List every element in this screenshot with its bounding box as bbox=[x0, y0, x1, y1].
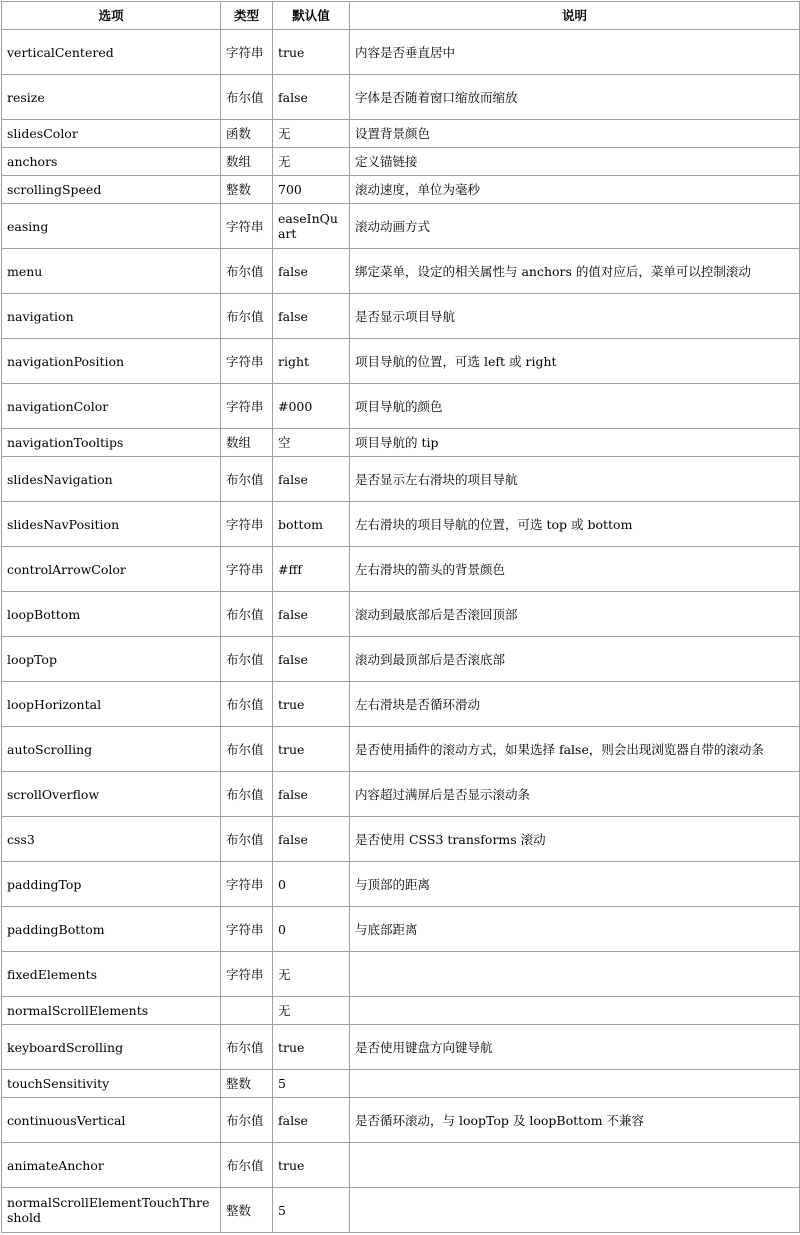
type-cell: 整数 bbox=[221, 1188, 273, 1233]
description-cell bbox=[350, 952, 800, 997]
default-value-cell: #000 bbox=[273, 384, 350, 429]
description-cell bbox=[350, 1188, 800, 1233]
option-name-cell: verticalCentered bbox=[2, 30, 221, 75]
type-cell: 布尔值 bbox=[221, 637, 273, 682]
table-row bbox=[2, 547, 800, 592]
option-name-cell: touchSensitivity bbox=[2, 1070, 221, 1098]
default-value-cell: 空 bbox=[273, 429, 350, 457]
description-cell: 左右滑块是否循环滑动 bbox=[350, 682, 800, 727]
type-cell: 整数 bbox=[221, 176, 273, 204]
description-cell: 与顶部的距离 bbox=[350, 862, 800, 907]
type-cell: 布尔值 bbox=[221, 249, 273, 294]
header-description: 说明 bbox=[350, 2, 800, 30]
type-cell bbox=[221, 997, 273, 1025]
type-cell: 字符串 bbox=[221, 907, 273, 952]
option-name-cell: normalScrollElementTouchThreshold bbox=[2, 1188, 221, 1233]
description-cell: 滚动速度，单位为毫秒 bbox=[350, 176, 800, 204]
table-row bbox=[2, 384, 800, 429]
description-cell: 定义锚链接 bbox=[350, 148, 800, 176]
type-cell: 字符串 bbox=[221, 339, 273, 384]
default-value-cell: false bbox=[273, 249, 350, 294]
table-row bbox=[2, 120, 800, 148]
default-value-cell: #fff bbox=[273, 547, 350, 592]
description-cell: 与底部距离 bbox=[350, 907, 800, 952]
option-name-cell: css3 bbox=[2, 817, 221, 862]
option-name-cell: paddingBottom bbox=[2, 907, 221, 952]
type-cell: 布尔值 bbox=[221, 682, 273, 727]
table-row bbox=[2, 1025, 800, 1070]
description-cell: 是否使用键盘方向键导航 bbox=[350, 1025, 800, 1070]
table-row bbox=[2, 1143, 800, 1188]
table-row bbox=[2, 249, 800, 294]
option-name-cell: navigationColor bbox=[2, 384, 221, 429]
description-cell: 内容是否垂直居中 bbox=[350, 30, 800, 75]
description-cell: 字体是否随着窗口缩放而缩放 bbox=[350, 75, 800, 120]
default-value-cell: false bbox=[273, 772, 350, 817]
option-name-cell: paddingTop bbox=[2, 862, 221, 907]
default-value-cell: true bbox=[273, 1025, 350, 1070]
default-value-cell: 0 bbox=[273, 862, 350, 907]
type-cell: 布尔值 bbox=[221, 294, 273, 339]
type-cell: 布尔值 bbox=[221, 457, 273, 502]
option-name-cell: loopHorizontal bbox=[2, 682, 221, 727]
type-cell: 布尔值 bbox=[221, 727, 273, 772]
default-value-cell: true bbox=[273, 30, 350, 75]
description-cell: 是否显示左右滑块的项目导航 bbox=[350, 457, 800, 502]
default-value-cell: 0 bbox=[273, 907, 350, 952]
table-row bbox=[2, 75, 800, 120]
default-value-cell: 5 bbox=[273, 1188, 350, 1233]
option-name-cell: loopBottom bbox=[2, 592, 221, 637]
options-table bbox=[1, 1, 800, 1233]
default-value-cell: 无 bbox=[273, 120, 350, 148]
table-row bbox=[2, 176, 800, 204]
type-cell: 布尔值 bbox=[221, 1098, 273, 1143]
option-name-cell: keyboardScrolling bbox=[2, 1025, 221, 1070]
header-default: 默认值 bbox=[273, 2, 350, 30]
table-row bbox=[2, 862, 800, 907]
default-value-cell: false bbox=[273, 457, 350, 502]
default-value-cell: 700 bbox=[273, 176, 350, 204]
table-row bbox=[2, 457, 800, 502]
default-value-cell: false bbox=[273, 817, 350, 862]
option-name-cell: autoScrolling bbox=[2, 727, 221, 772]
description-cell bbox=[350, 1143, 800, 1188]
description-cell: 是否使用插件的滚动方式，如果选择 false，则会出现浏览器自带的滚动条 bbox=[350, 727, 800, 772]
table-row bbox=[2, 997, 800, 1025]
default-value-cell: false bbox=[273, 294, 350, 339]
type-cell: 字符串 bbox=[221, 30, 273, 75]
type-cell: 布尔值 bbox=[221, 75, 273, 120]
default-value-cell: bottom bbox=[273, 502, 350, 547]
option-name-cell: continuousVertical bbox=[2, 1098, 221, 1143]
description-cell: 是否显示项目导航 bbox=[350, 294, 800, 339]
description-cell: 项目导航的 tip bbox=[350, 429, 800, 457]
description-cell: 项目导航的颜色 bbox=[350, 384, 800, 429]
table-row bbox=[2, 1188, 800, 1233]
type-cell: 字符串 bbox=[221, 862, 273, 907]
type-cell: 布尔值 bbox=[221, 1143, 273, 1188]
option-name-cell: scrollOverflow bbox=[2, 772, 221, 817]
type-cell: 字符串 bbox=[221, 547, 273, 592]
type-cell: 函数 bbox=[221, 120, 273, 148]
table-row bbox=[2, 682, 800, 727]
type-cell: 布尔值 bbox=[221, 772, 273, 817]
table-row bbox=[2, 339, 800, 384]
header-option: 选项 bbox=[2, 2, 221, 30]
table-row bbox=[2, 148, 800, 176]
option-name-cell: slidesNavigation bbox=[2, 457, 221, 502]
description-cell: 滚动动画方式 bbox=[350, 204, 800, 249]
table-row bbox=[2, 772, 800, 817]
option-name-cell: fixedElements bbox=[2, 952, 221, 997]
default-value-cell: true bbox=[273, 727, 350, 772]
option-name-cell: navigation bbox=[2, 294, 221, 339]
option-name-cell: slidesNavPosition bbox=[2, 502, 221, 547]
option-name-cell: navigationPosition bbox=[2, 339, 221, 384]
description-cell: 是否循环滚动，与 loopTop 及 loopBottom 不兼容 bbox=[350, 1098, 800, 1143]
table-row bbox=[2, 30, 800, 75]
description-cell: 设置背景颜色 bbox=[350, 120, 800, 148]
default-value-cell: 无 bbox=[273, 952, 350, 997]
table-row bbox=[2, 952, 800, 997]
default-value-cell: 无 bbox=[273, 148, 350, 176]
table-row bbox=[2, 1070, 800, 1098]
default-value-cell: true bbox=[273, 682, 350, 727]
option-name-cell: normalScrollElements bbox=[2, 997, 221, 1025]
type-cell: 字符串 bbox=[221, 204, 273, 249]
table-body bbox=[2, 30, 800, 1233]
table-row bbox=[2, 637, 800, 682]
option-name-cell: animateAnchor bbox=[2, 1143, 221, 1188]
default-value-cell: easeInQuart bbox=[273, 204, 350, 249]
document-page bbox=[0, 1, 800, 1235]
type-cell: 字符串 bbox=[221, 952, 273, 997]
default-value-cell: false bbox=[273, 637, 350, 682]
description-cell: 左右滑块的箭头的背景颜色 bbox=[350, 547, 800, 592]
description-cell: 左右滑块的项目导航的位置，可选 top 或 bottom bbox=[350, 502, 800, 547]
type-cell: 布尔值 bbox=[221, 1025, 273, 1070]
default-value-cell: false bbox=[273, 592, 350, 637]
option-name-cell: easing bbox=[2, 204, 221, 249]
default-value-cell: false bbox=[273, 1098, 350, 1143]
table-row bbox=[2, 294, 800, 339]
option-name-cell: resize bbox=[2, 75, 221, 120]
description-cell: 是否使用 CSS3 transforms 滚动 bbox=[350, 817, 800, 862]
table-row bbox=[2, 429, 800, 457]
description-cell bbox=[350, 997, 800, 1025]
description-cell: 内容超过满屏后是否显示滚动条 bbox=[350, 772, 800, 817]
default-value-cell: false bbox=[273, 75, 350, 120]
description-cell: 绑定菜单，设定的相关属性与 anchors 的值对应后，菜单可以控制滚动 bbox=[350, 249, 800, 294]
description-cell: 滚动到最顶部后是否滚底部 bbox=[350, 637, 800, 682]
default-value-cell: right bbox=[273, 339, 350, 384]
option-name-cell: anchors bbox=[2, 148, 221, 176]
option-name-cell: controlArrowColor bbox=[2, 547, 221, 592]
table-row bbox=[2, 1098, 800, 1143]
type-cell: 整数 bbox=[221, 1070, 273, 1098]
option-name-cell: slidesColor bbox=[2, 120, 221, 148]
default-value-cell: 无 bbox=[273, 997, 350, 1025]
description-cell: 滚动到最底部后是否滚回顶部 bbox=[350, 592, 800, 637]
type-cell: 布尔值 bbox=[221, 592, 273, 637]
type-cell: 数组 bbox=[221, 429, 273, 457]
header-type: 类型 bbox=[221, 2, 273, 30]
type-cell: 布尔值 bbox=[221, 817, 273, 862]
type-cell: 数组 bbox=[221, 148, 273, 176]
option-name-cell: scrollingSpeed bbox=[2, 176, 221, 204]
type-cell: 字符串 bbox=[221, 502, 273, 547]
table-row bbox=[2, 727, 800, 772]
default-value-cell: 5 bbox=[273, 1070, 350, 1098]
table-row bbox=[2, 907, 800, 952]
table-row bbox=[2, 204, 800, 249]
default-value-cell: true bbox=[273, 1143, 350, 1188]
description-cell bbox=[350, 1070, 800, 1098]
type-cell: 字符串 bbox=[221, 384, 273, 429]
option-name-cell: menu bbox=[2, 249, 221, 294]
table-header-row bbox=[2, 2, 800, 30]
description-cell: 项目导航的位置，可选 left 或 right bbox=[350, 339, 800, 384]
option-name-cell: navigationTooltips bbox=[2, 429, 221, 457]
option-name-cell: loopTop bbox=[2, 637, 221, 682]
table-row bbox=[2, 502, 800, 547]
table-row bbox=[2, 592, 800, 637]
table-row bbox=[2, 817, 800, 862]
